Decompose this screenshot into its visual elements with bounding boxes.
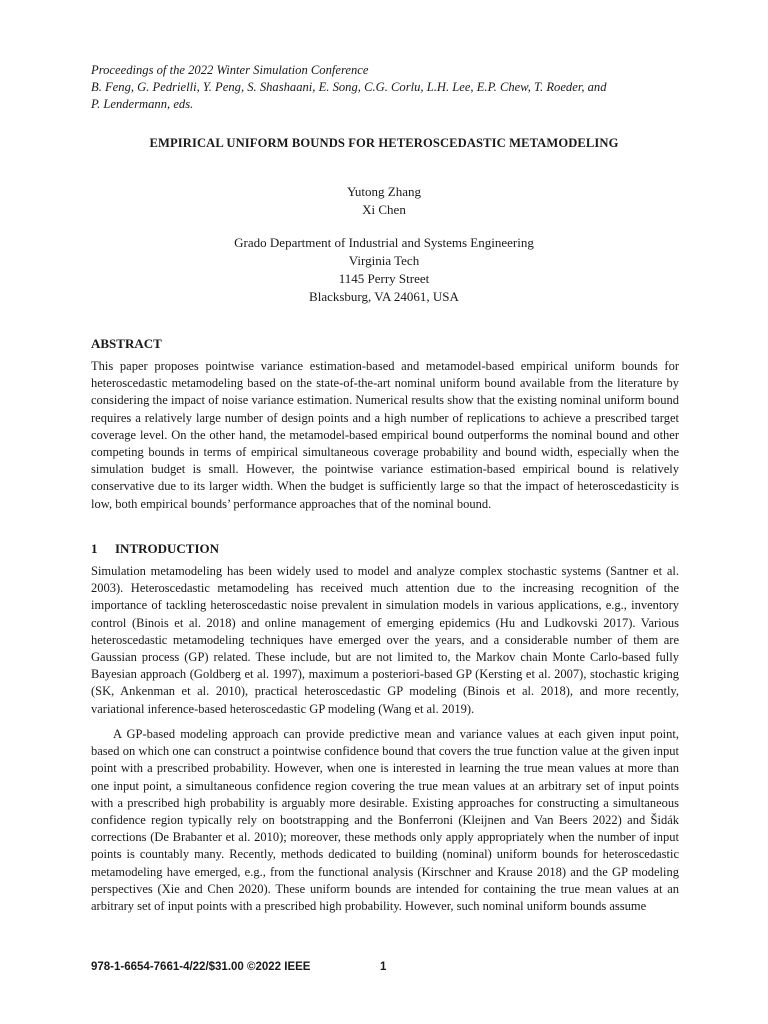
introduction-paragraph-1: Simulation metamodeling has been widely used to model and analyze complex stochastic systems (Santner et al. 2003). Heteroscedastic metamodeling has received much attention due to the increasing recognition of the importance of tackling heteroscedastic noise prevalent in simulation models in various applications, e.g., inventory control (Binois et al. 2018) and online management of emerging epidemics (Hu and Ludkovski 2017). Various heteroscedastic metamodeling techniques have emerged over the years, and a considerable number of them are Gaussian process (GP) related. These include, but are not limited to, the Markov chain Monte Carlo-based fully Bayesian approach (Goldberg et al. 1997), maximum a posteriori-based GP (Kersting et al. 2007), stochastic kriging (SK, Ankenman et al. 2010), practical heteroscedastic GP modeling (Binois et al. 2018), and more recently, variational inference-based heteroscedastic GP modeling (Wang et al. 2019). [91,564,679,716]
section-number: 1 [91,541,98,556]
author-2: Xi Chen [362,202,406,217]
editors-line-1: B. Feng, G. Pedrielli, Y. Peng, S. Shashaani, E. Song, C.G. Corlu, L.H. Lee, E.P. Chew, T. Roeder, and [91,80,607,94]
affiliation-university: Virginia Tech [348,253,420,268]
section-title: INTRODUCTION [115,541,220,556]
page-number: 1 [380,961,387,973]
isbn-copyright: 978-1-6654-7661-4/22/$31.00 ©2022 IEEE [91,961,311,973]
author-1: Yutong Zhang [346,184,422,199]
abstract-heading: ABSTRACT [91,336,162,351]
affiliation-street: 1145 Perry Street [338,271,430,286]
introduction-paragraph-2 [91,726,679,915]
affiliation-department: Grado Department of Industrial and Systems Engineering [234,235,534,250]
editors-line-2: P. Lendermann, eds. [91,97,194,111]
proceedings-line: Proceedings of the 2022 Winter Simulation Conference [91,63,369,77]
introduction-heading [91,541,219,557]
introduction-paragraph-2-text: A GP-based modeling approach can provide predictive mean and variance values at each given input point, based on which one can construct a pointwise confidence bound that covers the true function value at the given input point with a prescribed probability. However, when one is interested in learning the true mean values at more than one input point, a simultaneous confidence region covering the true mean values at an arbitrary set of input points with a prescribed high probability is arguably more desirable. Existing approaches for constructing a simultaneous confidence region typically rely on bootstrapping and the Bonferroni (Kleijnen and Van Beers 2022) and Šidák corrections (De Brabanter et al. 2010); moreover, these methods only apply appropriately when the number of input points is countably many. Recently, methods dedicated to building (nominal) uniform bounds for heteroscedastic metamodeling have emerged, e.g., from the functional analysis (Kirschner and Krause 2018) and the GP modeling perspectives (Xie and Chen 2020). These uniform bounds are intended for containing the true mean values at an arbitrary set of input points with a prescribed high probability. However, such nominal uniform bounds assume [91,727,679,914]
paper-title: EMPIRICAL UNIFORM BOUNDS FOR HETEROSCEDASTIC METAMODELING [149,136,619,150]
abstract-text: This paper proposes pointwise variance estimation-based and metamodel-based empirical uniform bounds for heteroscedastic metamodeling based on the state-of-the-art nominal uniform bound available from the literature by considering the impact of noise variance estimation. Numerical results show that the existing nominal uniform bound requires a relatively large number of design points and a high number of replications to achieve a prescribed target coverage level. On the other hand, the metamodel-based empirical bound outperforms the nominal bound and other competing bounds in terms of empirical simultaneous coverage probability and bound width, especially when the simulation budget is small. However, the pointwise variance estimation-based empirical bound is relatively conservative due to its larger width. When the budget is sufficiently large so that the impact of heteroscedasticity is low, both empirical bounds’ performance approaches that of the nominal bound. [91,359,679,511]
affiliation-city: Blacksburg, VA 24061, USA [309,289,459,304]
